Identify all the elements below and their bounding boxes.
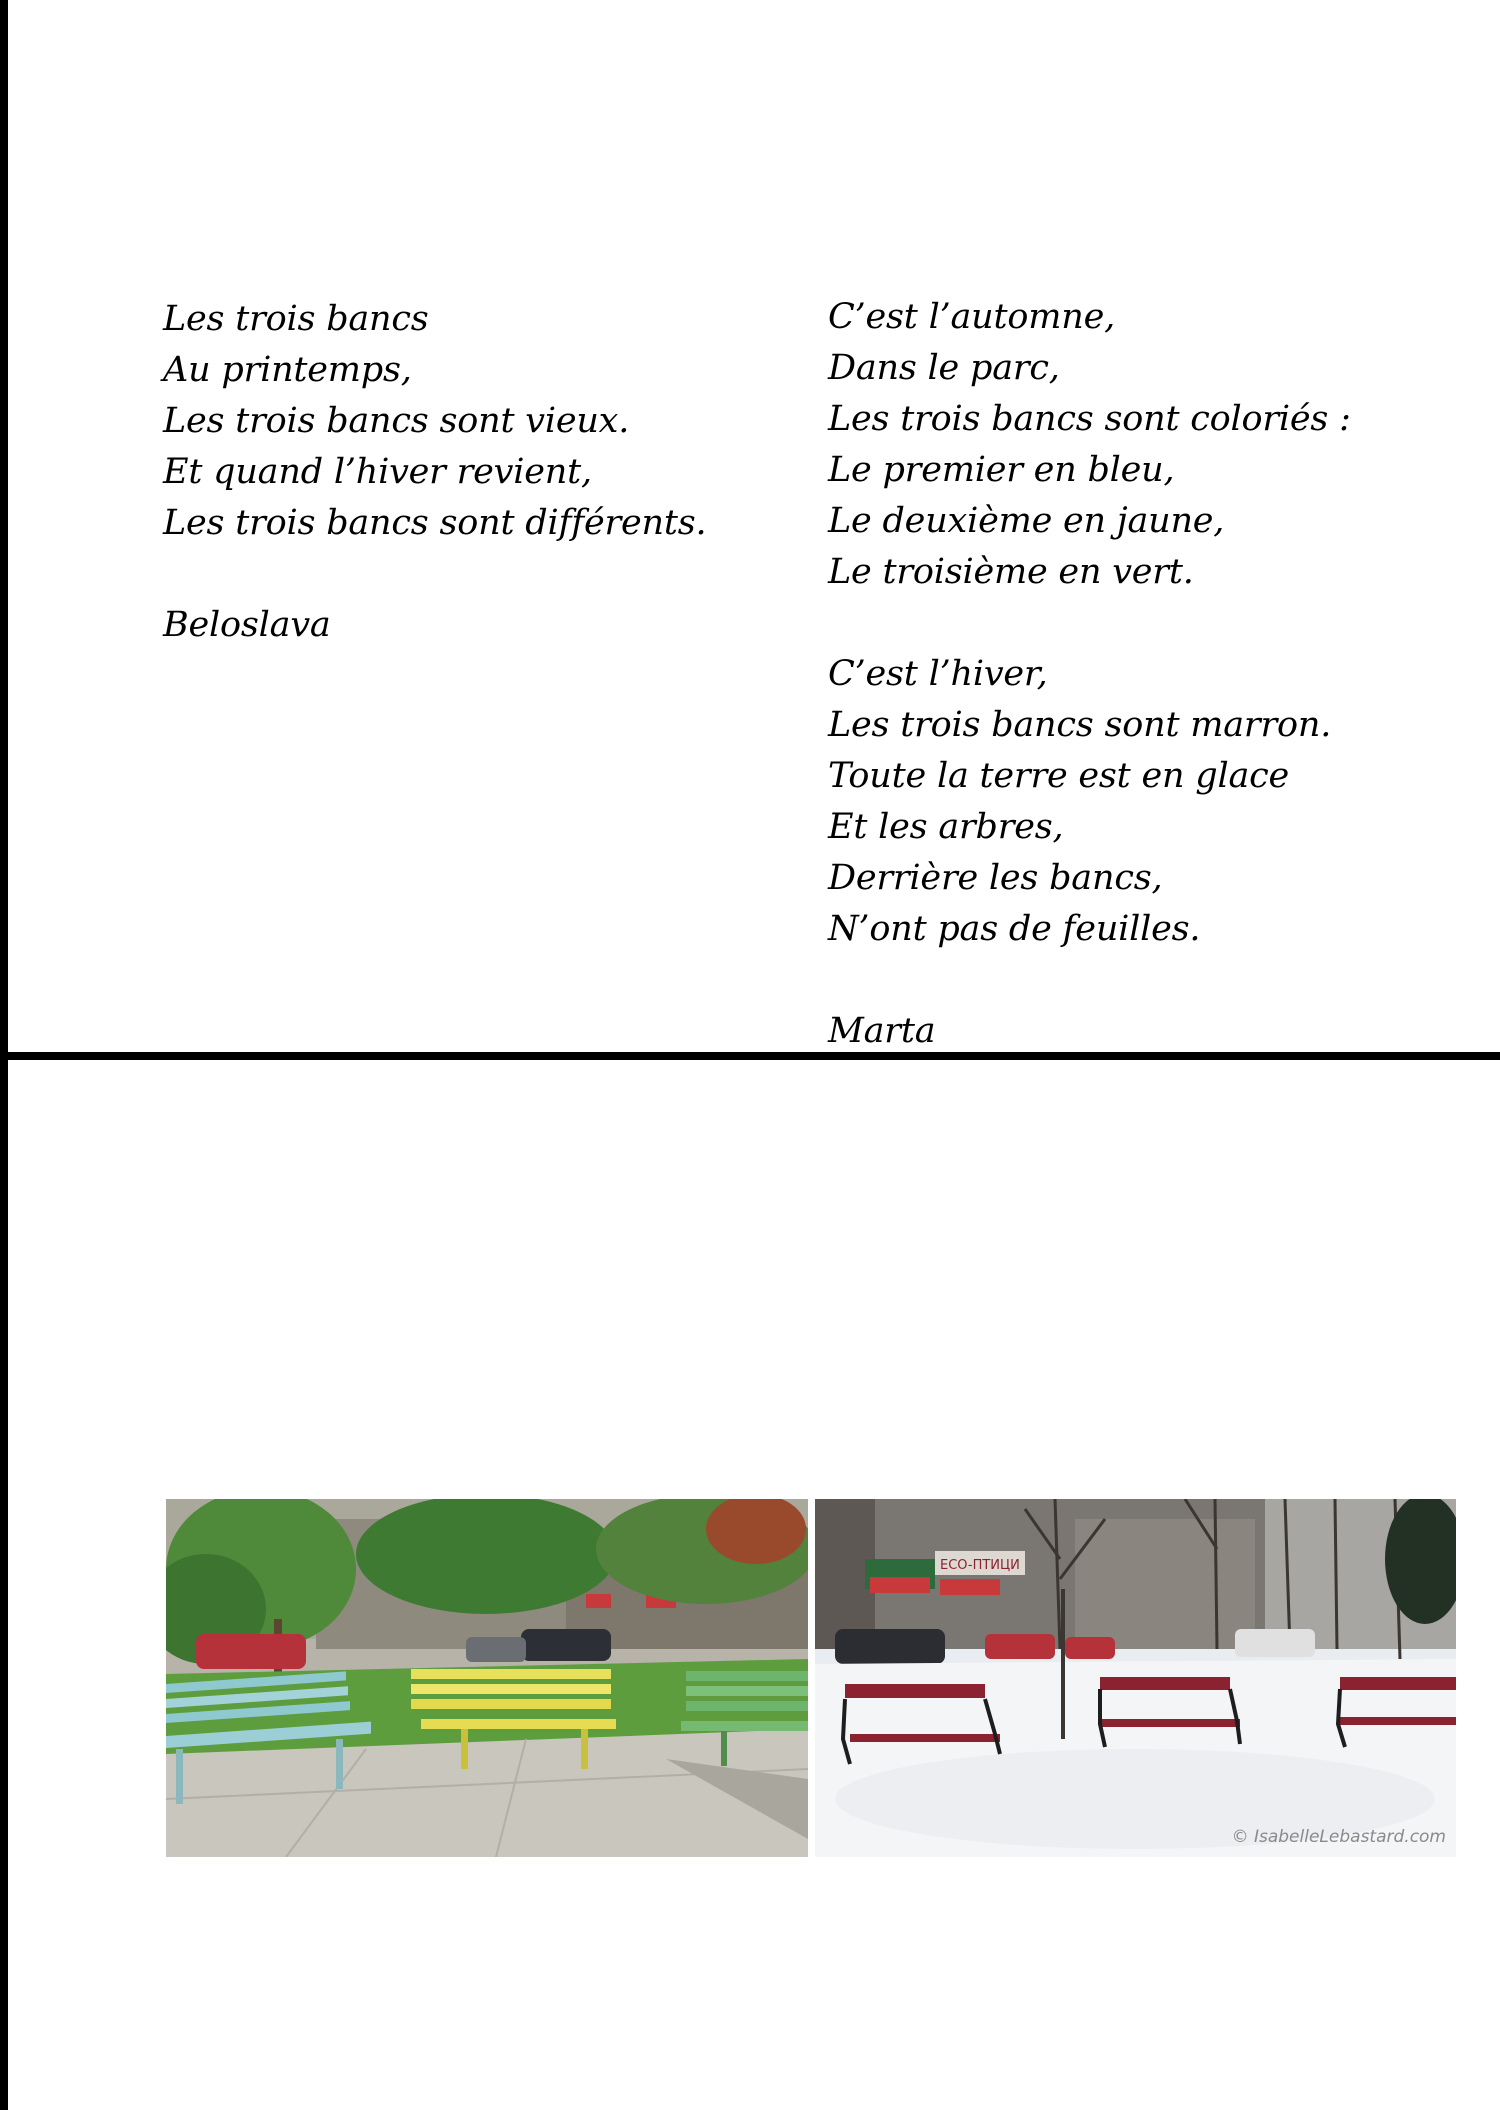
poem-line: Au printemps,: [163, 350, 412, 390]
poem-line: Les trois bancs sont vieux.: [163, 401, 630, 441]
poem-line: Le deuxième en jaune,: [828, 501, 1225, 541]
photo-watermark: © IsabelleLebastard.com: [1231, 1827, 1446, 1847]
poem-marta: [828, 292, 1468, 1057]
poem-line: Derrière les bancs,: [828, 858, 1163, 898]
poem-line: Les trois bancs sont marron.: [828, 705, 1332, 745]
poem-author: Beloslava: [163, 605, 331, 645]
poem-line: Le troisième en vert.: [828, 552, 1194, 592]
photo-winter-benches: [815, 1499, 1456, 1857]
poem-line: Et les arbres,: [828, 807, 1064, 847]
poem-line: Toute la terre est en glace: [828, 756, 1290, 796]
photo-autumn-benches: [166, 1499, 808, 1857]
poem-line: Dans le parc,: [828, 348, 1060, 388]
poem-line: Le premier en bleu,: [828, 450, 1175, 490]
poem-line: C’est l’automne,: [828, 297, 1116, 337]
section-divider: [0, 1052, 1500, 1060]
poem-author: Marta: [828, 1011, 936, 1051]
poem-line: Les trois bancs: [163, 299, 429, 339]
poem-line: Les trois bancs sont coloriés :: [828, 399, 1351, 439]
poem-line: N’ont pas de feuilles.: [828, 909, 1201, 949]
poem-line: Et quand l’hiver revient,: [163, 452, 592, 492]
poem-line: Les trois bancs sont différents.: [163, 503, 707, 543]
svg-text:ECO-ПТИЦИ: ECO-ПТИЦИ: [940, 1558, 1020, 1573]
poem-line: C’est l’hiver,: [828, 654, 1048, 694]
poem-beloslava: [163, 294, 783, 651]
